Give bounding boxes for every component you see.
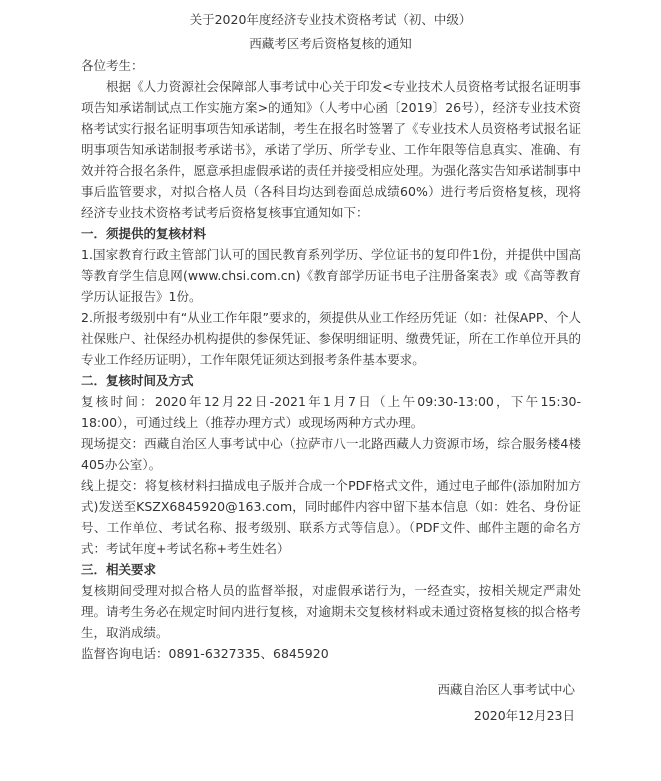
signature-date: 2020年12月23日 — [473, 708, 575, 723]
section-3-text: 复核期间受理对拟合格人员的监督举报，对虚假承诺行为，一经查实，按相关规定严肃处理。请考生务必在规定时间内进行复核，对逾期未交复核材料或未通过资格复核的拟合格考生，取消成绩。 — [81, 583, 582, 640]
section-3-phone: 监督咨询电话：0891-6327335、6845920 — [81, 646, 329, 661]
section-2-heading: 二．复核时间及方式 — [81, 373, 194, 388]
intro-paragraph: 根据《人力资源社会保障部人事考试中心关于印发<专业技术人员资格考试报名证明事项告知承诺制试点工作实施方案>的通知》（人考中心函〔2019〕26号），经济专业技术资格考试实行报名证明事项告知承诺制，考生在报名时签署了《专业技术人员资格考试报名证明事项告知承诺制报考承诺书》，承诺了学历、所学专业、工作年限等信息真实、准确、有效并符合报名条件，愿意承担虚假承诺的责任并接受相应处理。为强化落实告知承诺制事中事后监管要求，对拟合格人员（各科目均达到卷面总成绩60%）进行考后资格复核，现将经济专业技术资格考试考后资格复核事宜通知如下： — [81, 79, 582, 220]
section-1-item-2: 2.所报考级别中有“从业工作年限”要求的，须提供从业工作经历凭证（如：社保APP、个人社保账户、社保经办机构提供的参保凭证、参保明细证明、缴费凭证，所在工作单位开具的专业工作经历证明），工作年限凭证须达到报考条件基本要求。 — [81, 310, 582, 367]
signature-organization: 西藏自治区人事考试中心 — [437, 682, 575, 697]
salutation: 各位考生： — [81, 58, 144, 73]
document-title-line-1: 关于2020年度经济专业技术资格考试（初、中级） — [189, 12, 472, 27]
document-title-line-2: 西藏考区考后资格复核的通知 — [249, 36, 412, 51]
section-2-onsite: 现场提交：西藏自治区人事考试中心（拉萨市八一北路西藏人力资源市场，综合服务楼4楼405办公室）。 — [81, 436, 581, 472]
section-2-time: 复核时间：2020年12月22日-2021年1月7日（上午09:30-13:00，下午15:30-18:00），可通过线上（推荐办理方式）或现场两种方式办理。 — [81, 394, 581, 430]
section-1-item-1: 1.国家教育行政主管部门认可的国民教育系列学历、学位证书的复印件1份，并提供中国高等教育学生信息网(www.chsi.com.cn)《教育部学历证书电子注册备案表》或《高等教育学历认证报告》1份。 — [81, 247, 581, 304]
document-body — [81, 55, 581, 664]
section-2-online: 线上提交：将复核材料扫描成电子版并合成一个PDF格式文件，通过电子邮件(添加附加方式)发送至KSZX6845920@163.com，同时邮件内容中留下基本信息（如：姓名、身份证号、工作单位、考试名称、报考级别、联系方式等信息）。（PDF文件、邮件主题的命名方式：考试年度+考试名称+考生姓名） — [81, 478, 581, 556]
section-3-heading: 三．相关要求 — [81, 562, 157, 577]
section-1-heading: 一．须提供的复核材料 — [81, 226, 207, 241]
